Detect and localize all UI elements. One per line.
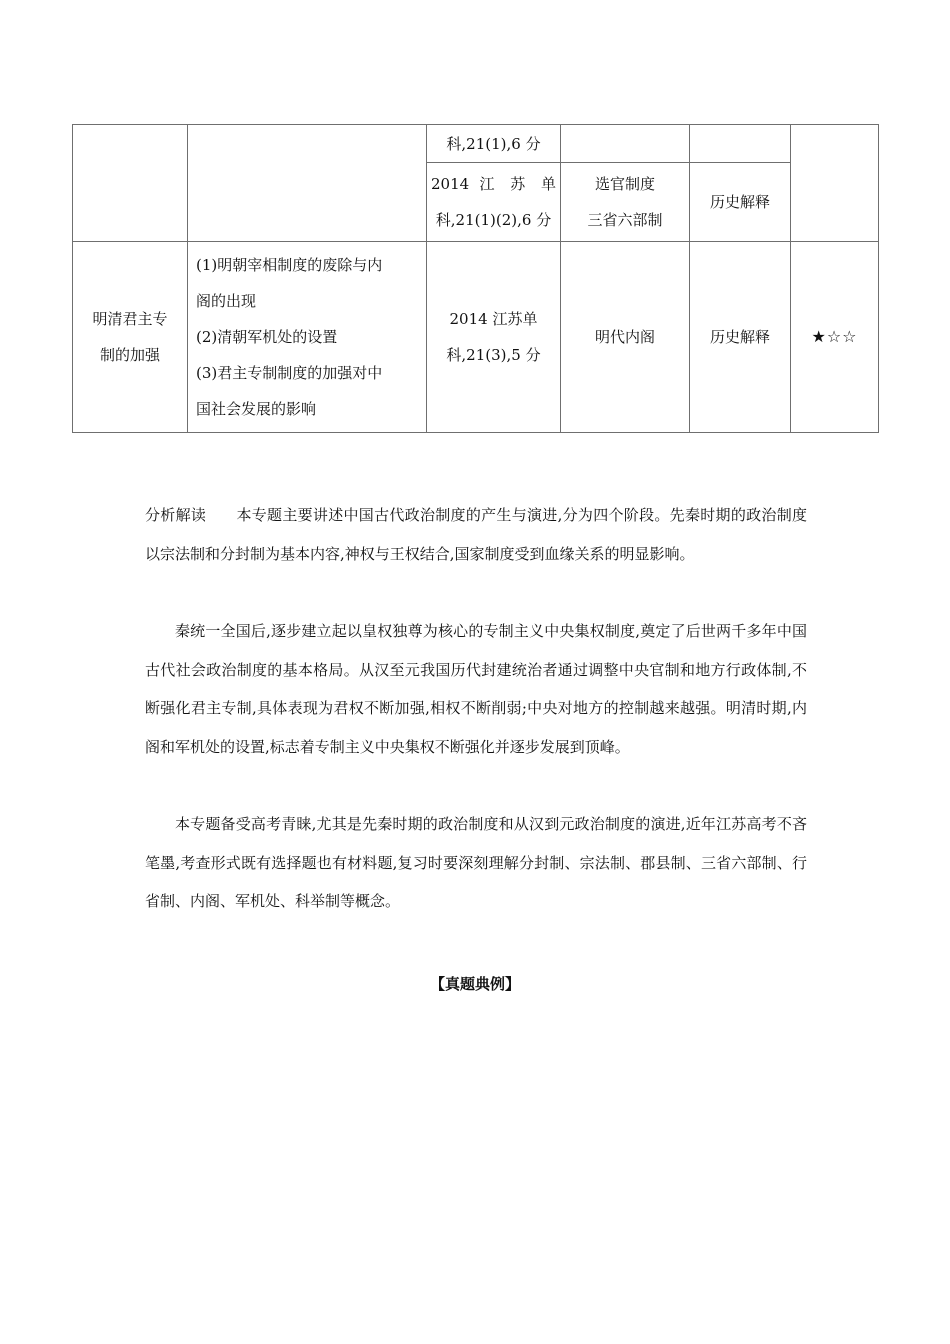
points-cell-empty	[188, 125, 427, 242]
analysis-label: 分析解读	[145, 506, 207, 524]
concept-cell	[561, 163, 690, 242]
table-row	[73, 125, 879, 163]
exam-line-1: 2014 江苏单	[449, 310, 538, 328]
exam-line-1: 2014 江 苏 单	[431, 175, 556, 193]
literacy-text: 历史解释	[709, 193, 770, 211]
concept-text: 明代内阁	[594, 328, 655, 346]
topic-line-1: 明清君主专	[92, 310, 168, 328]
difficulty-stars: ★☆☆	[811, 327, 858, 346]
exam-cell	[427, 163, 561, 242]
exam-text: 科,21(1),6 分	[446, 134, 541, 153]
section-heading: 【真题典例】	[429, 975, 520, 993]
analysis-text: 本专题主要讲述中国古代政治制度的产生与演进,分为四个阶段。先秦时期的政治制度以宗法制和分封制为基本内容,神权与王权结合,国家制度受到血缘关系的明显影响。	[145, 506, 807, 563]
exam-cell	[427, 242, 561, 433]
literacy-text: 历史解释	[709, 328, 770, 346]
analysis-paragraph-1	[145, 496, 807, 573]
topic-cell-empty	[73, 125, 188, 242]
point-line: (3)君主专制制度的加强对中	[196, 364, 383, 382]
table-row	[73, 242, 879, 433]
literacy-cell	[690, 242, 791, 433]
difficulty-cell-empty	[791, 125, 879, 242]
points-cell	[188, 242, 427, 433]
analysis-paragraph-2: 秦统一全国后,逐步建立起以皇权独尊为核心的专制主义中央集权制度,奠定了后世两千多年中国古代社会政治制度的基本格局。从汉至元我国历代封建统治者通过调整中央官制和地方行政体制,不断强化君主专制,具体表现为君权不断加强,相权不断削弱;中央对地方的控制越来越强。明清时期,内阁和军机处的设置,标志着专制主义中央集权不断强化并逐步发展到顶峰。	[145, 622, 807, 756]
exam-cell	[427, 125, 561, 163]
curriculum-table	[72, 124, 879, 433]
exam-line-2: 科,21(3),5 分	[446, 346, 541, 364]
point-line: 阁的出现	[196, 292, 257, 310]
concept-cell	[561, 242, 690, 433]
point-line: 国社会发展的影响	[196, 400, 317, 418]
concept-line-1: 选官制度	[594, 175, 655, 193]
analysis-paragraph-3: 本专题备受高考青睐,尤其是先秦时期的政治制度和从汉到元政治制度的演进,近年江苏高考不吝笔墨,考查形式既有选择题也有材料题,复习时要深刻理解分封制、宗法制、郡县制、三省六部制、行省制、内阁、军机处、科举制等概念。	[145, 815, 807, 910]
concept-line-2: 三省六部制	[587, 211, 663, 229]
literacy-cell	[690, 163, 791, 242]
topic-cell	[73, 242, 188, 433]
topic-line-2: 制的加强	[99, 346, 160, 364]
point-line: (1)明朝宰相制度的废除与内	[196, 256, 383, 274]
exam-line-2: 科,21(1)(2),6 分	[435, 211, 552, 229]
literacy-cell-empty	[690, 125, 791, 163]
difficulty-cell	[791, 242, 879, 433]
point-line: (2)清朝军机处的设置	[196, 328, 338, 346]
concept-cell-empty	[561, 125, 690, 163]
